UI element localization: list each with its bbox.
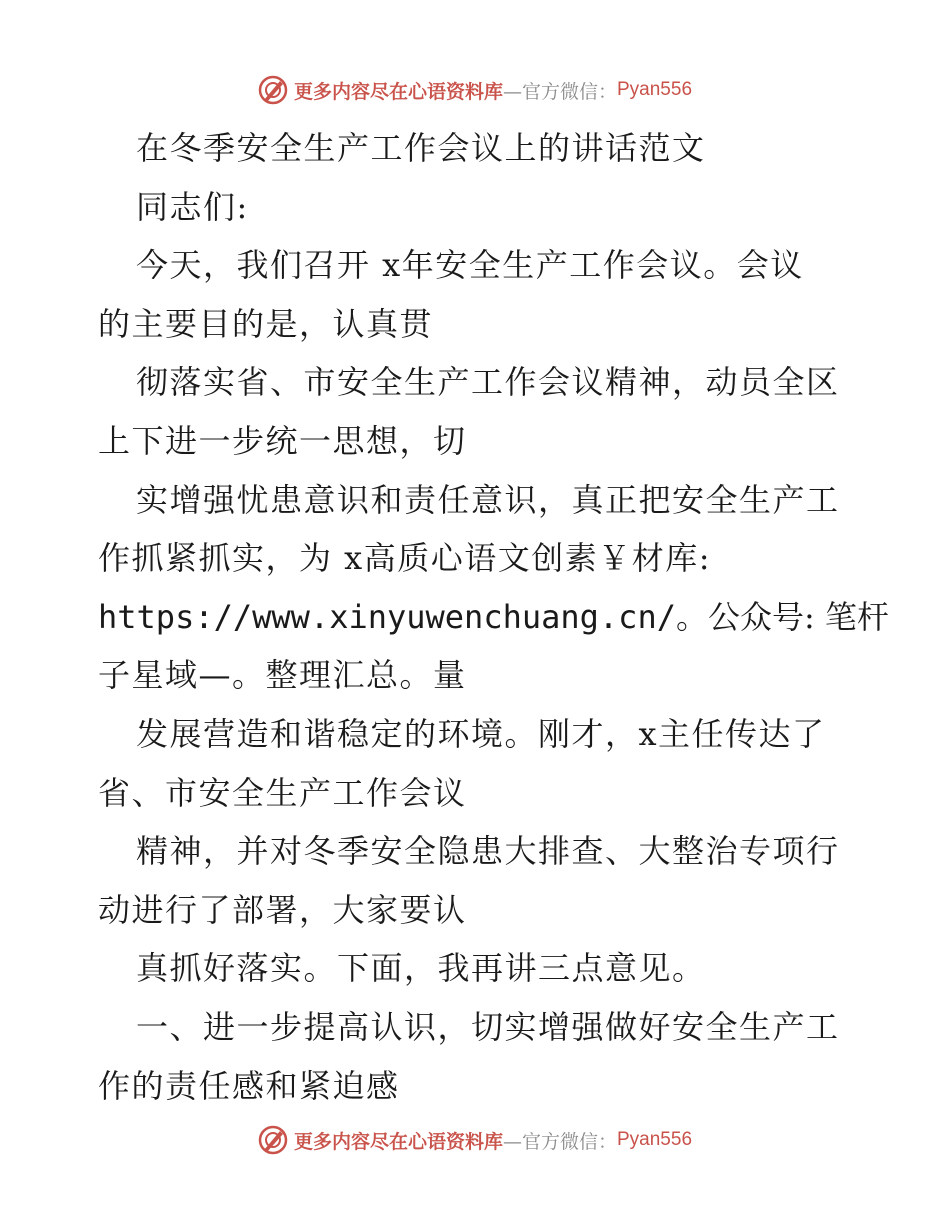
salutation: 同志们: (136, 187, 249, 226)
paragraph-line: 真抓好落实。下面，我再讲三点意见。 (136, 949, 706, 988)
paragraph-line: 今天，我们召开 x年安全生产工作会议。会议 (136, 246, 804, 285)
paragraph-line: 动进行了部署，大家要认 (98, 890, 467, 929)
banner-site-name: 更多内容尽在心语资料库 (293, 1130, 503, 1153)
header-banner (0, 70, 950, 110)
banner-wechat-id: Pyan556 (617, 1129, 693, 1150)
paragraph-line-url (98, 588, 889, 647)
banner-site-name: 更多内容尽在心语资料库 (293, 80, 503, 103)
paragraph-line: 省、市安全生产工作会议 (98, 773, 467, 812)
pen-logo-icon (258, 1125, 288, 1155)
section-heading-continued: 作的责任感和紧迫感 (98, 1066, 400, 1105)
paragraph-line: 上下进一步统一思想，切 (98, 421, 467, 460)
url-suffix-text: 。公众号: 笔杆 (675, 597, 889, 636)
banner-wechat-label: —官方微信： (502, 80, 617, 103)
paragraph-line: 彻落实省、市安全生产工作会议精神，动员全区 (136, 363, 840, 402)
url-text: https://www.xinyuwenchuang.cn/ (98, 597, 676, 636)
paragraph-line: 实增强忧患意识和责任意识，真正把安全生产工 (136, 480, 840, 519)
document-title: 在冬季安全生产工作会议上的讲话范文 (136, 129, 706, 167)
paragraph-line: 子星域—。整理汇总。量 (98, 656, 467, 695)
paragraph-line: 发展营造和谐稳定的环境。刚才，x主任传达了 (136, 714, 826, 753)
footer-banner (0, 1120, 950, 1160)
paragraph-line: 作抓紧抓实，为 x高质心语文创素￥材库: (98, 539, 712, 578)
banner-wechat-id: Pyan556 (617, 79, 693, 100)
pen-logo-icon (258, 75, 288, 105)
section-heading: 一、进一步提高认识，切实增强做好安全生产工 (136, 1007, 840, 1046)
paragraph-line: 的主要目的是，认真贯 (98, 304, 434, 343)
document-body (98, 119, 889, 1115)
banner-wechat-label: —官方微信： (502, 1130, 617, 1153)
paragraph-line: 精神，并对冬季安全隐患大排查、大整治专项行 (136, 832, 840, 871)
